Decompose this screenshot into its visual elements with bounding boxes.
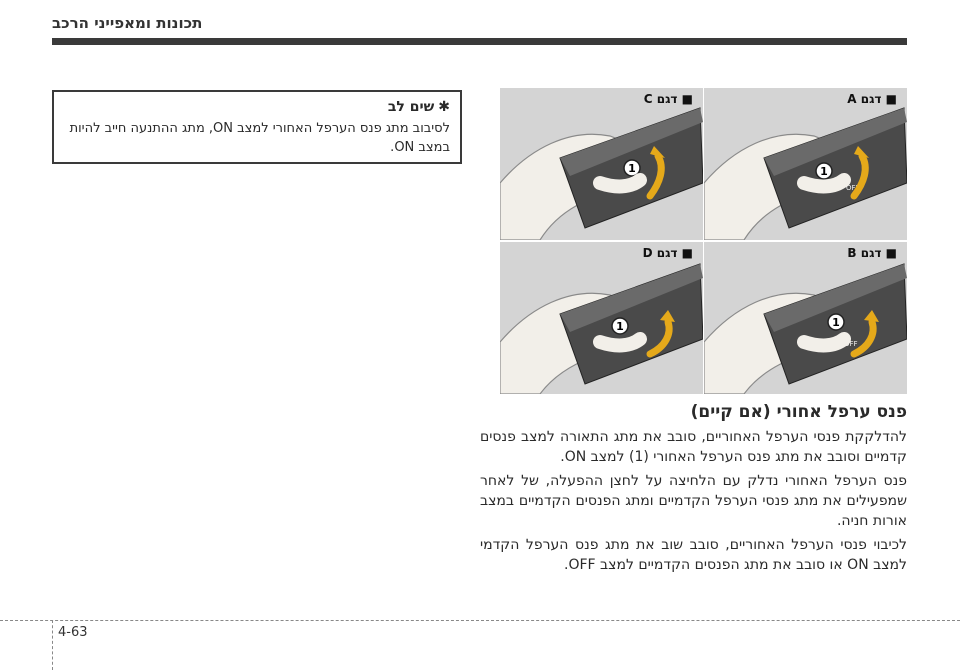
figure-label-b: ■ דגם B <box>847 246 897 260</box>
stalk-illustration-d <box>500 242 703 394</box>
figure-label-c: ■ דגם C <box>643 92 693 106</box>
rear-fog-light-section <box>480 402 907 579</box>
page-header-title: תכונות ומאפייני הרכב <box>52 14 203 32</box>
note-title <box>64 98 450 117</box>
header-bar <box>52 38 907 45</box>
callout-1: 1 <box>820 165 828 178</box>
stalk-illustration-c <box>500 88 703 240</box>
stalk-illustration-a <box>704 88 907 240</box>
svg-text:O: O <box>632 340 638 348</box>
note-box <box>52 90 462 164</box>
grid-divider-horizontal <box>500 240 907 242</box>
footer-vertical-divider <box>52 620 53 670</box>
note-text: לסיבוב מתג פנס הערפל האחורי למצב ON, מתג ההתנעה חייב להיות במצב ON. <box>69 121 450 155</box>
star-icon: ✱ <box>438 99 450 115</box>
footer-divider <box>0 620 960 621</box>
figure-grid <box>500 88 907 394</box>
section-title: פנס ערפל אחורי (אם קיים) <box>690 402 907 422</box>
paragraph: לכיבוי פנסי הערפל האחוריים, סובב שוב את מתג פנס הערפל הקדמי למצב ON או סובב את מתג הפנסים הקדמיים למצב OFF. <box>480 537 907 573</box>
off-marking: OFF <box>846 184 860 192</box>
svg-text:OFF: OFF <box>844 340 858 348</box>
svg-text:1: 1 <box>616 320 624 333</box>
figure-label-d: ■ דגם D <box>642 246 693 260</box>
figure-panel-d <box>500 242 703 394</box>
page-number: 4-63 <box>58 625 88 640</box>
figure-panel-c <box>500 88 703 240</box>
svg-text:O: O <box>628 182 634 190</box>
figure-panel-b <box>704 242 907 394</box>
paragraph: פנס הערפל האחורי נדלק עם הלחיצה על לחצן ההפעלה, של לאחר שמפעילים את מתג פנסי הערפל הקדמיים ומתג הפנסים הקדמיים במצב אורות חניה. <box>480 473 907 529</box>
svg-text:1: 1 <box>628 162 636 175</box>
note-heading: שים לב <box>387 99 435 115</box>
stalk-illustration-b <box>704 242 907 394</box>
figure-label-a: ■ דגם A <box>847 92 897 106</box>
figure-panel-a <box>704 88 907 240</box>
paragraph: להדלקקת פנסי הערפל האחוריים, סובב את מתג התאורה למצב פנסים קדמיים וסובב את מתג פנס הערפל האחורי (1) למצב ON. <box>480 429 907 465</box>
svg-text:1: 1 <box>832 316 840 329</box>
